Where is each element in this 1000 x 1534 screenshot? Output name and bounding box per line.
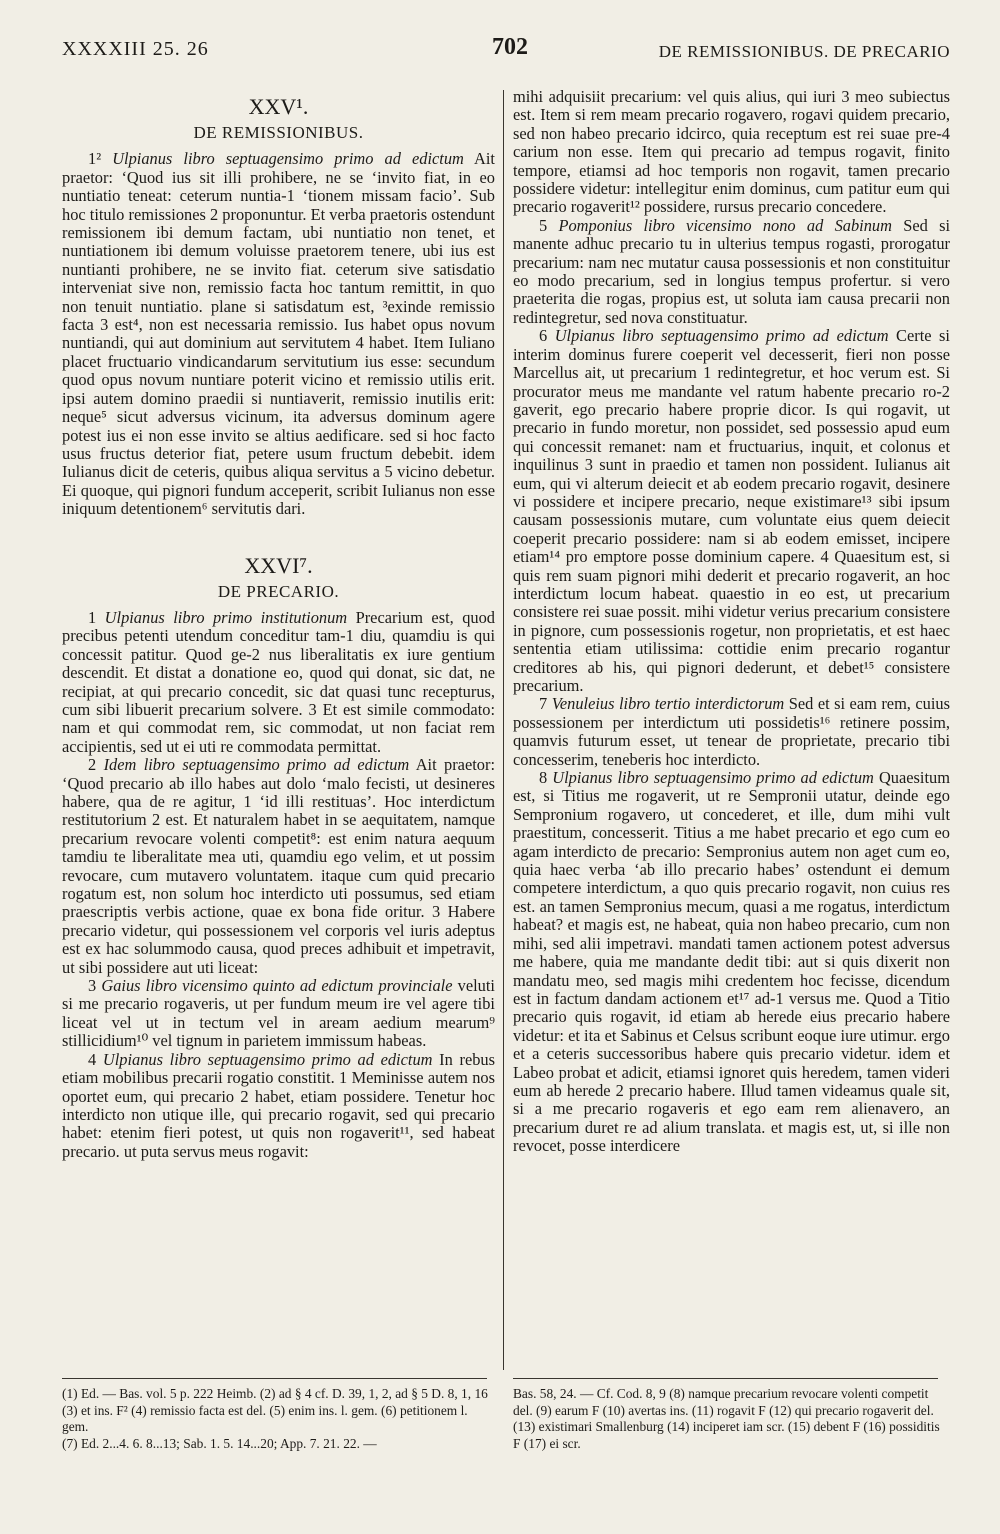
paragraph-number: 1²	[88, 149, 113, 169]
paragraph-number: 3	[88, 976, 102, 996]
paragraph-number: 2	[88, 755, 104, 775]
column-divider	[503, 90, 504, 1370]
author-citation: Pomponius libro vicensimo nono ad Sabinum	[558, 215, 892, 235]
paragraph	[513, 217, 950, 327]
paragraph	[513, 695, 950, 769]
paragraph	[62, 609, 495, 756]
author-citation: Ulpianus libro septuagensimo primo ad edictum	[552, 768, 874, 788]
header-running-title: DE REMISSIONIBUS. DE PRECARIO	[658, 42, 950, 61]
paragraph-text: In rebus etiam mobilibus precarii rogatio constitit. 1 Meminisse autem nos oportet eum, qui precario 2 habet, etiam possidere. Tenetur hoc interdicto non utique ille, qui precario rogavit, sed qui precario habet: etenim fieri potest, ut quis non rogaverit¹¹, sed habeat precario. ut puta servus meus rogavit:	[62, 1049, 495, 1161]
paragraph	[62, 756, 495, 977]
paragraph-text: Sed si manente adhuc precario tu in ulterius tempus rogasti, prorogatur precarium: nam nec mutatur causa possessionis et non constituitur eo modo precarium, sed in longius tempus profertur. si vero praeterita die rogas, propius est, ut soluta iam causa precarii non redintegretur, sed nova constituatur.	[513, 215, 950, 327]
footnotes-right	[513, 1386, 950, 1452]
paragraph-number: 1	[88, 607, 105, 627]
paragraph-text: Ait praetor: ‘Quod precario ab illo habes aut dolo ‘malo fecisti, ut desineres habere, qua de re agitur, 1 ‘id illi restituas’. Hoc interdictum restitutorium 2 est. Et naturalem habet in se aequitatem, namque precarium revocare volenti competit⁸: est enim natura aequum tamdiu te liberalitate mea uti, quamdiu ego velim, et ut possim revocare, cum mutavero voluntatem. itaque cum quid precario rogatum est, non solum hoc interdicto uti possumus, sed etiam praescriptis verbis actione, quae ex bona fide oritur. 3 Habere precario videtur, qui possessionem vel corporis vel iuris adeptus est ex hac solummodo causa, quod preces adhibuit et impetravit, ut sibi possidere aut uti liceat:	[62, 755, 495, 977]
paragraph	[513, 88, 950, 217]
paragraph-text: mihi adquisiit precarium: vel quis alius, qui iuri 3 meo subiectus est. Item si rem meam precario rogavero, rogavi quidem precario, sed non habeo precario idcirco, quia receptum est rei suae pre-4 carium non esse. Item qui precario ad tempus rogavit, finito tempore, etiamsi ad hoc temporis non rogavit, tamen precario possidere videtur: intellegitur enim dominus, cum patitur eum qui precario rogaverit¹² possidere, rursus precario concedere.	[513, 87, 950, 217]
paragraph	[513, 327, 950, 695]
section-title: DE REMISSIONIBUS.	[193, 123, 364, 142]
section-number: XXVI⁷.	[244, 552, 313, 578]
author-citation: Ulpianus libro septuagensimo primo ad edictum	[554, 326, 889, 346]
paragraph-number: 5	[539, 215, 559, 235]
paragraph-text: Precarium est, quod precibus petenti utendum conceditur tam-1 diu, quamdiu is qui concessit patitur. Quod ge-2 nus liberalitatis ex iure gentium descendit. Et distat a donatione eo, quod qui donat, sic dat, ne recipiat, at qui precario concedit, sic dat quasi tunc recepturus, cum sibi libuerit precarium solvere. 3 Et est simile commodato: nam et qui commodat rem, sic commodat, ut non faciat rem accipientis, sed ut ei uti re commodata permittat.	[62, 607, 495, 756]
author-citation: Venuleius libro tertio interdictorum	[551, 694, 785, 714]
paragraph	[62, 1051, 495, 1161]
author-citation: Idem libro septuagensimo primo ad edictum	[103, 755, 410, 775]
paragraph-text: Ait praetor: ‘Quod ius sit illi prohibere, ne se ‘invito fiat, in eo nuntiatio teneat: ceterum nuntia-1 ‘tionem missam facio’. Sub hoc titulo remissiones 2 proponuntur. Et verba praetoris ostendunt remissionem ibi demum factam, ubi nuntiatio non tenet, et nuntiationem ibi demum voluisse praetorem tenere, ubi ius est nuntianti prohibere, ne se invito fiat. ceterum sive satisdatio interveniat sive non, remissio facta hoc tantum remittit, in quo non tenuit nuntiatio. plane si satisdatum est, ³exinde remissio facta 3 est⁴, non est necessaria remissio. Ius habet opus novum nuntiandi, qui aut dominium aut servitutem 4 habet. Item Iuliano placet fructuario vindicandarum servitutium ius esse: secundum quod opus novum nuntiare poterit vicino et remissio utilis erit. ipsi autem domino praedii si nuntiaverit, remissio inutilis erit: neque⁵ sicut adversus vicinum, ita adversus dominum agere potest ius ei non esse invito se altius aedificare. sed si hoc facto usus fructus deterior fiat, petere usum fructum debebit. idem Iulianus dicit de ceteris, quibus aliqua servitus a 5 vicino debetur. Ei quoque, qui pignori fundum acceperit, scribit Iulianus non esse iniquum detentionem⁶ servitutis dari.	[62, 149, 495, 519]
author-citation: Ulpianus libro septuagensimo primo ad edictum	[112, 149, 464, 169]
author-citation: Ulpianus libro primo institutionum	[104, 607, 348, 627]
paragraph	[62, 977, 495, 1051]
paragraph-text: Certe si interim dominus furere coeperit vel decesserit, fieri non posse Marcellus ait, ut precarium 1 redintegretur, et hoc verum est. Si procurator meus me mandante vel ratum habente precario ro-2 gaverit, ego precario habere proprie dicor. Is qui rogavit, ut precario in fundo moretur, non possidet, sed possessio apud eum qui concessit remanet: nam et fructuarius, inquit, et colonus et inquilinus 3 sunt in praedio et tamen non possident. Iulianus ait eum, qui vi alterum deiecit et ab eodem precario rogavit, desinere vi possidere et incipere precario, neque existimare¹³ sibi ipsum causam possessionis mutare, cum voluntate eius quem deiecit coeperit precario possidere: nam si ab eodem emisset, incipere etiam¹⁴ pro emptore posse dominium capere. 4 Quaesitum est, si quis rem suam pignori mihi dederit et precario rogaverit, an hoc interdictum locum habeat. quaestio in eo est, ut precarium consistere rei suae possit. mihi videtur verius precarium consistere in pignore, cum possessionis rogetur, non proprietatis, et est haec sententia etiam utilissima: cottidie enim precario rogantur creditores ab his, qui pignori dederunt, et debet¹⁵ consistere precarium.	[513, 326, 950, 695]
paragraph-text: veluti si me precario rogaveris, ut per fundum meum ire vel agere tibi liceat vel ut in tectum vel in aream aedium mearum⁹ stillicidium¹⁰ vel tignum in parietem immissum habeas.	[62, 976, 495, 1051]
right-column	[513, 88, 950, 1156]
left-column	[62, 88, 495, 1161]
paragraph-text: Quaesitum est, si Titius me rogaverit, ut re Sempronii utatur, deinde ego Sempronium rogavero, ut concederet, et ille, dum mihi vult praestitum, concesserit. Titius a me habet precario et ego cum eo agam interdicto de precario: Sempronius autem non aget cum eo, quia haec verba ‘ab illo precario habes’ ostendunt ei demum competere interdictum, a quo quis precario rogavit, non cuius res est. an tamen Sempronius mecum, quasi a me rogatus, interdictum habeat? et magis est, ne habeat, quia non habeo precario, cum non mihi, sed alii impetravi. mandati tamen actionem potest adversus me habere, quia me mandante dedit tibi: aut si quis dixerit non mandatu meo, sed magis mihi credentem hoc fecisse, dicendum est in factum dandam actionem et¹⁷ ad-1 versus me. Quod a Titio precario quis rogavit, id etiam ab herede eius precario habere videtur: et ita et Sabinus et Celsus scribunt eoque iure utimur. ergo et a ceteris successoribus habere quis precario videtur. idem et Labeo probat et adicit, etiamsi ignoret quis heredem, tamen videri eum ab herede 2 precario habere. Illud tamen videamus quale sit, si a me precario rogaveris et ego eam rem alienavero, an precarium duret re ad alium translata. et magis est, ut, si ille non revocet, posse interdicere	[513, 768, 950, 1156]
section-remissionibus	[62, 94, 495, 519]
section-precario	[62, 553, 495, 1162]
paragraph	[62, 150, 495, 518]
paragraph-number: 4	[88, 1049, 103, 1069]
page-number: 702	[492, 34, 528, 60]
footnote-block: (1) Ed. — Bas. vol. 5 p. 222 Heimb. (2) ad § 4 cf. D. 39, 1, 2, ad § 5 D. 8, 1, 16 (3) et ins. F² (4) remissio facta est del. (5) enim ins. l. gem. (6) petitionem l. gem.	[62, 1386, 488, 1434]
footnotes-left	[62, 1386, 492, 1452]
paragraph-number: 8	[539, 768, 553, 788]
paragraph-number: 6	[539, 326, 555, 346]
author-citation: Gaius libro vicensimo quinto ad edictum provinciale	[101, 976, 453, 996]
footnote-rule-right	[513, 1378, 938, 1379]
paragraph	[513, 769, 950, 1156]
paragraph-text: Sed et si eam rem, cuius possessionem per interdictum uti possidetis¹⁶ retinere possim, quamvis futurum esset, ut tenear de proprietate, precario tibi concesserim, teneberis hoc interdicto.	[513, 694, 950, 769]
author-citation: Ulpianus libro septuagensimo primo ad edictum	[102, 1049, 433, 1069]
footnote-rule-left	[62, 1378, 487, 1379]
page-header	[62, 34, 950, 74]
section-number: XXV¹.	[248, 94, 309, 119]
paragraph-number: 7	[539, 694, 552, 714]
footnote-block: Bas. 58, 24. — Cf. Cod. 8, 9 (8) namque precarium revocare volenti competit del. (9) earum F (10) avertas ins. (11) rogavit F (12) qui precario rogaverit del. (13) existimari Smallenburg (14) inciperet iam scr. (15) debent F (16) possiditis F (17) ei scr.	[513, 1386, 940, 1451]
footnote-block: (7) Ed. 2...4. 6. 8...13; Sab. 1. 5. 14...20; App. 7. 21. 22. —	[62, 1435, 377, 1451]
section-title: DE PRECARIO.	[217, 581, 340, 601]
header-section-ref: XXXXIII 25. 26	[62, 38, 209, 60]
